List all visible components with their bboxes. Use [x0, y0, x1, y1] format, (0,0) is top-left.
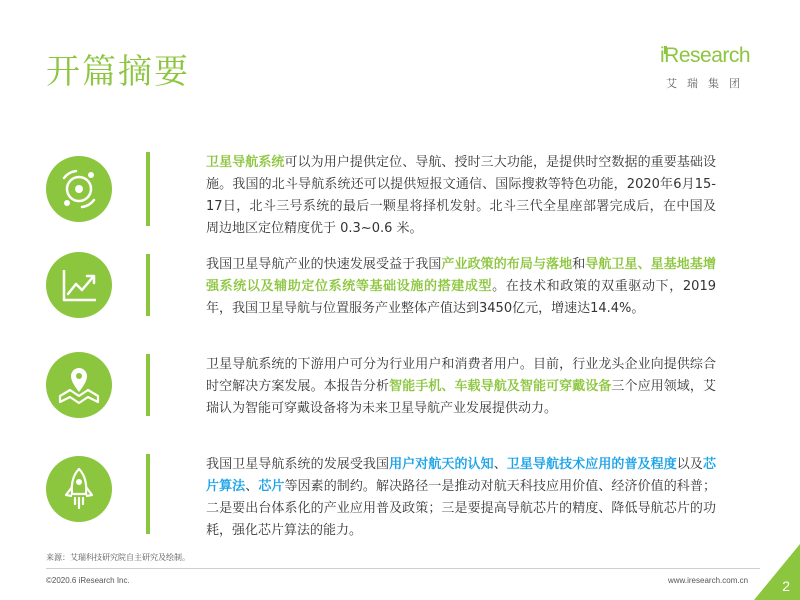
section-3-part-0: 卫星导航系统的下游用户可分为行业用户和消费者用户。目前，行业龙头企业向提供综合时空解决方案发展。本报告分析 — [206, 357, 716, 394]
section-2-part-4: 。在技术和政策的双重驱动下，2019年，我国卫星导航与位置服务产业整体产值达到3450亿元，增速达14.4%。 — [206, 279, 716, 316]
section-4-part-7: 芯片 — [258, 479, 285, 494]
logo-subtitle: 艾瑞集团 — [666, 77, 750, 90]
summary-section-4 — [46, 452, 766, 540]
section-2-part-2: 和 — [572, 257, 586, 272]
section-divider-bar — [146, 254, 150, 316]
section-divider-bar — [146, 354, 150, 416]
rocket-icon — [46, 456, 112, 522]
section-divider-bar — [146, 454, 150, 534]
section-4-part-5: 芯片算法 — [206, 457, 716, 494]
section-1-part-0: 卫星导航系统 — [206, 155, 285, 170]
section-4-part-6: 、 — [245, 479, 259, 494]
section-1-part-1: 可以为用户提供定位、导航、授时三大功能，是提供时空数据的重要基础设施。我国的北斗导航系统还可以提供短报文通信、国际搜救等特色功能，2020年6月15-17日，北斗三号系统的最后一颗星将择机发射。北斗三代全星座部署完成后，在中国及周边地区定位精度优于 0.3~0.6 米。 — [206, 155, 716, 236]
page-number: 2 — [782, 578, 790, 594]
section-4-part-8: 等因素的制约。解决路径一是推动对航天科技应用价值、经济价值的科普；二是要出台体系化的产业应用普及政策；三是要提高导航芯片的精度、降低导航芯片的功耗，强化芯片算法的能力。 — [206, 479, 716, 538]
section-4-part-0: 我国卫星导航系统的发展受我国 — [206, 457, 390, 472]
section-4-part-3: 卫星导航技术应用的普及程度 — [506, 457, 677, 472]
section-divider-bar — [146, 152, 150, 226]
trend-up-icon — [46, 252, 112, 318]
summary-section-3 — [46, 350, 766, 422]
section-4-part-4: 以及 — [676, 457, 703, 472]
corner-triangle — [754, 544, 800, 600]
section-2-part-0: 我国卫星导航产业的快速发展受益于我国 — [206, 257, 442, 272]
section-2-text — [206, 254, 716, 320]
section-4-part-2: 、 — [493, 457, 507, 472]
summary-section-2 — [46, 250, 766, 322]
section-1-text — [206, 152, 716, 240]
page-title: 开篇摘要 — [46, 52, 190, 92]
iresearch-logo — [660, 44, 760, 94]
section-3-part-2: 三个应用领域，艾瑞认为智能可穿戴设备将为未来卫星导航产业发展提供动力。 — [206, 379, 716, 416]
source-note: 来源：艾瑞科技研究院自主研究及绘制。 — [46, 553, 190, 562]
section-4-part-1: 用户对航天的认知 — [389, 457, 494, 472]
summary-section-1 — [46, 146, 766, 234]
section-3-part-1: 智能手机、车载导航及智能可穿戴设备 — [389, 379, 612, 394]
website-link[interactable]: www.iresearch.com.cn — [668, 576, 749, 585]
footer-divider — [46, 568, 760, 569]
copyright: ©2020.6 iResearch Inc. — [46, 576, 130, 585]
satellite-signal-icon — [46, 156, 112, 222]
map-pin-icon — [46, 352, 112, 418]
section-2-part-1: 产业政策的布局与落地 — [441, 257, 573, 272]
section-2-part-3: 导航卫星、星基地基增强系统以及辅助定位系统等基础设施的搭建成型 — [206, 257, 716, 294]
logo-brand: iResearch — [660, 44, 751, 67]
section-4-text — [206, 454, 716, 542]
section-3-text — [206, 354, 716, 420]
